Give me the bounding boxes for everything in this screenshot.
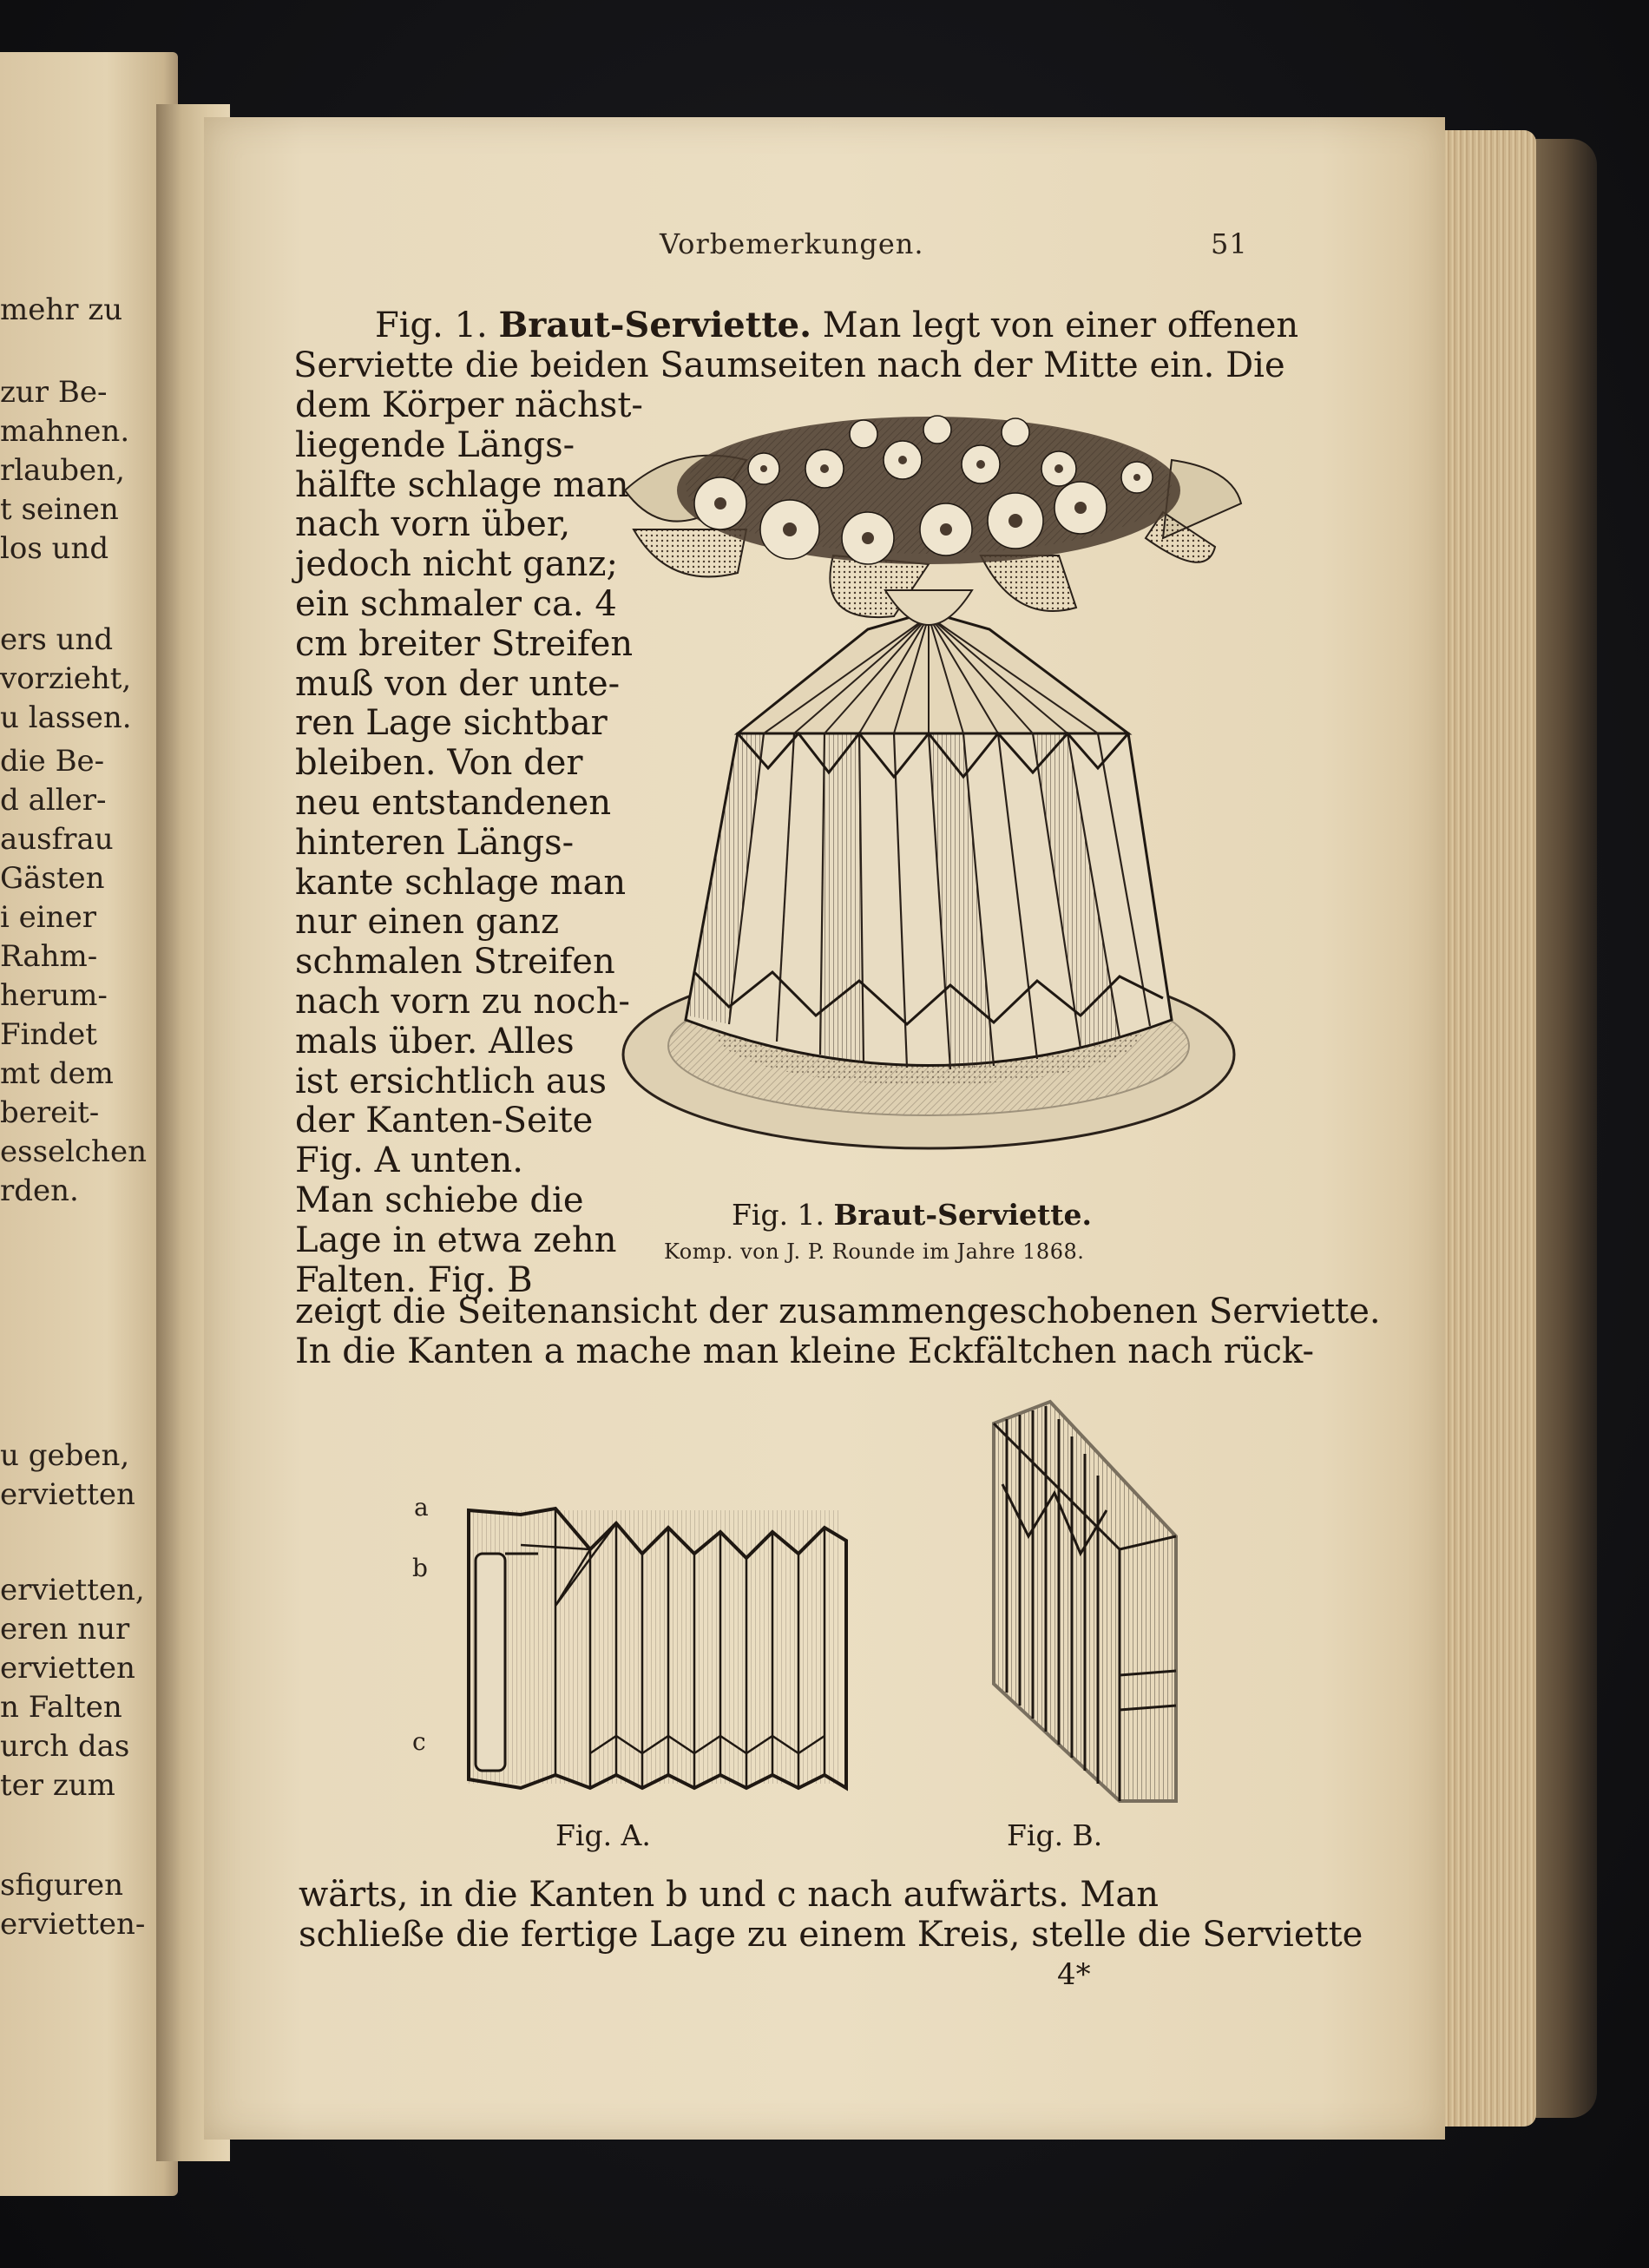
signature-mark: 4*	[1057, 1957, 1091, 1992]
left-page-fragment: ausfrau	[0, 822, 114, 857]
figure-a-label-b: b	[412, 1554, 428, 1582]
narrow-text-line: der Kanten-Seite	[295, 1101, 594, 1141]
narrow-text-line: mals über. Alles	[295, 1021, 575, 1062]
left-page-fragment: herum-	[0, 978, 108, 1013]
figure-a-caption: Fig. A.	[555, 1818, 651, 1852]
left-page-fragment: ervietten	[0, 1651, 135, 1686]
figure-1-illustration	[608, 408, 1250, 1180]
narrow-text-line: Fig. A unten.	[295, 1141, 523, 1181]
text-continuation: Man legt von einer offenen	[811, 306, 1299, 345]
text-line-full-a: zeigt die Seitenansicht der zusammengeschobenen Serviette.	[295, 1292, 1381, 1331]
figure-1-caption-label: Fig. 1.	[732, 1198, 834, 1232]
narrow-text-line: nach vorn zu noch-	[295, 982, 630, 1022]
figure-1-credit: Komp. von J. P. Rounde im Jahre 1868.	[664, 1239, 1085, 1264]
narrow-text-line: Man schiebe die	[295, 1180, 584, 1220]
left-page-fragment: u geben,	[0, 1438, 130, 1473]
left-page-fragment: d aller-	[0, 783, 107, 818]
left-page-fragment: mahnen.	[0, 414, 130, 449]
narrow-text-line: muß von der unte-	[295, 663, 621, 704]
left-page-fragment: rlauben,	[0, 453, 125, 488]
left-page-fragment: urch das	[0, 1729, 130, 1764]
left-page-fragment: die Be-	[0, 744, 105, 779]
left-page-fragment: ers und	[0, 622, 114, 657]
text-line-1	[375, 306, 1298, 345]
narrow-text-line: nach vorn über,	[295, 504, 571, 545]
left-page-fragment: t seinen	[0, 492, 119, 527]
left-page-fragment: mehr zu	[0, 293, 123, 327]
left-page-fragment: ter zum	[0, 1768, 115, 1803]
figure-1-caption-title: Braut-Serviette.	[833, 1198, 1093, 1232]
text-line-bottom-a: wärts, in die Kanten b und c nach aufwärts. Man	[299, 1875, 1159, 1915]
narrow-text-line: liegende Längs-	[295, 424, 575, 465]
narrow-text-line: Lage in etwa zehn	[295, 1219, 617, 1260]
narrow-text-line: dem Körper nächst-	[295, 385, 643, 425]
figure-1-caption	[732, 1198, 1092, 1232]
left-page-fragment: zur Be-	[0, 375, 108, 410]
left-page-fragment: los und	[0, 531, 109, 566]
left-page-fragment: Findet	[0, 1017, 97, 1052]
page-number: 51	[1211, 227, 1248, 260]
figure-a-label-a: a	[414, 1493, 429, 1522]
fig-ref: Fig. 1.	[375, 306, 499, 345]
narrow-text-line: hinteren Längs-	[295, 822, 575, 863]
narrow-text-line: bleiben. Von der	[295, 743, 583, 784]
narrow-text-line: ren Lage sichtbar	[295, 703, 608, 744]
text-line-bottom-b: schließe die fertige Lage zu einem Kreis, stelle die Serviette	[299, 1915, 1363, 1955]
narrow-text-line: hälfte schlage man	[295, 464, 629, 505]
page-edges	[1432, 130, 1536, 2127]
left-page-fragment: Gästen	[0, 861, 105, 896]
narrow-text-line: ist ersichtlich aus	[295, 1061, 608, 1101]
figure-b-caption: Fig. B.	[1007, 1818, 1103, 1852]
narrow-text-line: neu entstandenen	[295, 783, 612, 823]
narrow-text-line: nur einen ganz	[295, 902, 560, 943]
left-page-fragment: rden.	[0, 1173, 79, 1208]
figure-a-label-c: c	[412, 1727, 426, 1756]
left-page-fragment: vorzieht,	[0, 661, 132, 696]
left-page-fragment: eren nur	[0, 1612, 130, 1647]
text-line-full-b: In die Kanten a mache man kleine Eckfältchen nach rück-	[295, 1331, 1315, 1371]
left-page-fragment: i einer	[0, 900, 96, 935]
left-page-fragment: mt dem	[0, 1056, 114, 1091]
left-page	[0, 52, 178, 2196]
left-page-fragment: sfiguren	[0, 1868, 124, 1903]
text-line-2: Serviette die beiden Saumseiten nach der Mitte ein. Die	[293, 345, 1285, 385]
figure-b-illustration	[976, 1397, 1189, 1810]
left-page-fragment: ervietten	[0, 1477, 135, 1512]
left-page-fragment: ervietten,	[0, 1573, 145, 1607]
left-page-fragment: ervietten-	[0, 1907, 146, 1942]
left-page-fragment: Rahm-	[0, 939, 98, 974]
narrow-text-line: ein schmaler ca. 4	[295, 584, 617, 624]
left-page-fragment: bereit-	[0, 1095, 100, 1130]
book-cover-edge	[1527, 139, 1597, 2118]
narrow-text-line: cm breiter Streifen	[295, 623, 634, 664]
left-page-fragment: u lassen.	[0, 700, 132, 735]
running-header-title: Vorbemerkungen.	[660, 227, 924, 260]
figure-a-illustration	[460, 1502, 859, 1797]
narrow-text-line: kante schlage man	[295, 862, 627, 903]
narrow-text-line: jedoch nicht ganz;	[295, 544, 618, 585]
heading-bold: Braut-Serviette.	[498, 305, 812, 345]
narrow-text-line: Falten. Fig. B	[295, 1259, 533, 1300]
narrow-text-line: schmalen Streifen	[295, 942, 615, 983]
left-page-fragment: n Falten	[0, 1690, 122, 1725]
left-page-fragment: esselchen	[0, 1134, 147, 1169]
